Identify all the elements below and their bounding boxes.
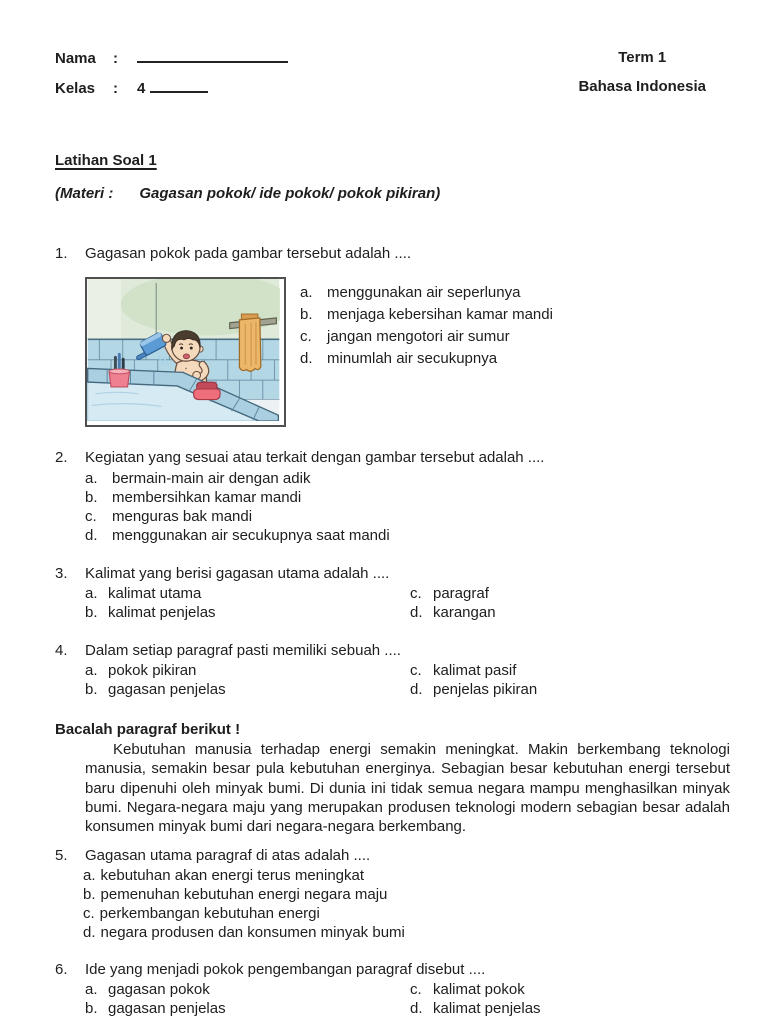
option-letter: a.: [85, 662, 98, 679]
question-4-line: [55, 641, 730, 660]
option-b: [83, 885, 730, 904]
kelas-row: [55, 78, 288, 98]
question-number: 6.: [55, 961, 68, 979]
worksheet-title: [55, 151, 730, 170]
option-letter: d.: [85, 527, 98, 544]
option-letter: b.: [300, 306, 313, 323]
option-text: penjelas pikiran: [433, 681, 538, 698]
question-1-body: [55, 277, 730, 427]
option-text: gagasan pokok: [108, 981, 210, 999]
kelas-blank: [150, 78, 208, 93]
question-4-options: [85, 661, 730, 699]
question-6: [55, 960, 730, 1018]
question-text: Gagasan utama paragraf di atas adalah ....: [85, 847, 371, 865]
option-letter: b.: [85, 1000, 98, 1018]
option-text: menggunakan air seperlunya: [327, 284, 521, 301]
reading-section: [55, 720, 730, 836]
option-c: [300, 326, 553, 348]
option-letter: d.: [410, 681, 423, 698]
option-a: [85, 469, 730, 488]
option-text: kalimat utama: [108, 585, 202, 602]
question-3: [55, 564, 730, 622]
option-c: [83, 904, 730, 923]
option-letter: d.: [300, 350, 313, 367]
question-number: 2.: [55, 449, 68, 466]
option-letter: a.: [83, 867, 96, 885]
question-2-options: [85, 469, 730, 545]
option-text: pokok pikiran: [108, 662, 197, 679]
question-1: [55, 244, 730, 427]
option-letter: a.: [85, 585, 98, 602]
option-text: kebutuhan akan energi terus meningkat: [100, 867, 365, 885]
header-left: [55, 48, 288, 108]
name-row: [55, 48, 288, 68]
option-text: menggunakan air secukupnya saat mandi: [112, 527, 390, 544]
option-a: [85, 584, 410, 603]
option-d: [300, 348, 553, 370]
option-letter: d.: [410, 1000, 423, 1018]
option-text: pemenuhan kebutuhan energi negara maju: [100, 886, 388, 904]
option-b: [85, 999, 410, 1018]
question-3-options: [85, 584, 730, 622]
question-5-line: [55, 846, 730, 865]
question-text: Gagasan pokok pada gambar tersebut adalah ....: [85, 245, 412, 262]
option-text: membersihkan kamar mandi: [112, 489, 302, 506]
worksheet-title-text: Latihan Soal 1: [55, 152, 157, 169]
option-letter: c.: [85, 508, 97, 525]
question-1-options: [300, 277, 553, 427]
option-c: [410, 980, 730, 999]
kelas-colon: :: [113, 80, 118, 97]
option-letter: b.: [85, 681, 98, 698]
option-text: jangan mengotori air sumur: [327, 328, 510, 345]
materi-line: [55, 184, 730, 203]
question-text: Kegiatan yang sesuai atau terkait dengan gambar tersebut adalah ....: [85, 449, 545, 466]
option-letter: c.: [410, 981, 422, 999]
option-b: [85, 680, 410, 699]
option-letter: c.: [410, 585, 422, 602]
bathing-illustration: [85, 277, 286, 427]
option-b: [85, 603, 410, 622]
question-3-line: [55, 564, 730, 583]
option-letter: b.: [83, 886, 96, 904]
option-text: minumlah air secukupnya: [327, 350, 498, 367]
option-text: kalimat pasif: [433, 662, 517, 679]
option-letter: c.: [410, 662, 422, 679]
option-letter: d.: [83, 924, 96, 942]
question-number: 1.: [55, 245, 68, 262]
option-a: [300, 282, 553, 304]
question-1-line: [55, 244, 730, 263]
option-text: gagasan penjelas: [108, 1000, 226, 1018]
option-d: [410, 999, 730, 1018]
option-text: menguras bak mandi: [112, 508, 253, 525]
option-d: [83, 923, 730, 942]
materi-prefix: (Materi :: [55, 185, 114, 202]
question-5: [55, 846, 730, 942]
option-d: [85, 526, 730, 545]
option-text: paragraf: [433, 585, 489, 602]
option-a: [83, 866, 730, 885]
question-text: Dalam setiap paragraf pasti memiliki sebuah ....: [85, 642, 401, 659]
option-letter: b.: [85, 604, 98, 621]
option-text: negara produsen dan konsumen minyak bumi: [100, 924, 405, 942]
option-text: gagasan penjelas: [108, 681, 226, 698]
question-number: 3.: [55, 565, 68, 582]
name-colon: :: [113, 50, 118, 67]
option-c: [85, 507, 730, 526]
header: [55, 48, 730, 108]
option-b: [300, 304, 553, 326]
kelas-value: 4: [137, 80, 146, 97]
option-text: karangan: [433, 604, 496, 621]
option-d: [410, 680, 730, 699]
question-6-options: [85, 980, 730, 1018]
option-a: [85, 980, 410, 999]
option-text: bermain-main air dengan adik: [112, 470, 311, 487]
option-letter: d.: [410, 604, 423, 621]
question-2: [55, 448, 730, 545]
option-letter: a.: [85, 981, 98, 999]
question-6-line: [55, 960, 730, 979]
reading-instruction: Bacalah paragraf berikut !: [55, 721, 241, 738]
option-letter: c.: [83, 905, 95, 923]
question-number: 5.: [55, 847, 68, 865]
option-text: kalimat pokok: [433, 981, 525, 999]
header-right: [578, 48, 706, 108]
option-letter: a.: [300, 284, 313, 301]
option-text: perkembangan kebutuhan energi: [99, 905, 320, 923]
reading-paragraph: Kebutuhan manusia terhadap energi semakin meningkat. Makin berkembang teknologi manusia, semakin besar pula kebutuhan energinya. Sebagian besar kebutuhan energi tersebut baru dipenuhi oleh minyak bumi. Di dunia ini tidak semua negara mampu menghasilkan minyak bumi. Negara-negara maju yang merupakan produsen teknologi modern sebagian besar adalah konsumen minyak bumi dari negara-negara berkembang.: [85, 741, 730, 836]
option-text: menjaga kebersihan kamar mandi: [327, 306, 553, 323]
kelas-label: Kelas: [55, 80, 96, 97]
materi-text: Gagasan pokok/ ide pokok/ pokok pikiran): [139, 185, 441, 202]
question-number: 4.: [55, 642, 68, 659]
name-label: Nama: [55, 50, 96, 67]
subject-label: Bahasa Indonesia: [578, 78, 706, 95]
question-text: Kalimat yang berisi gagasan utama adalah ....: [85, 565, 390, 582]
option-letter: a.: [85, 470, 98, 487]
bathing-scene-svg: [87, 279, 280, 421]
term-label: Term 1: [618, 49, 667, 66]
option-letter: b.: [85, 489, 98, 506]
option-a: [85, 661, 410, 680]
question-5-options: [83, 866, 730, 942]
option-text: kalimat penjelas: [433, 1000, 541, 1018]
option-d: [410, 603, 730, 622]
question-text: Ide yang menjadi pokok pengembangan paragraf disebut ....: [85, 961, 486, 979]
question-2-line: [55, 448, 730, 467]
option-letter: c.: [300, 328, 312, 345]
option-c: [410, 584, 730, 603]
question-4: [55, 641, 730, 699]
name-blank: [137, 48, 288, 63]
option-c: [410, 661, 730, 680]
option-text: kalimat penjelas: [108, 604, 216, 621]
option-b: [85, 488, 730, 507]
